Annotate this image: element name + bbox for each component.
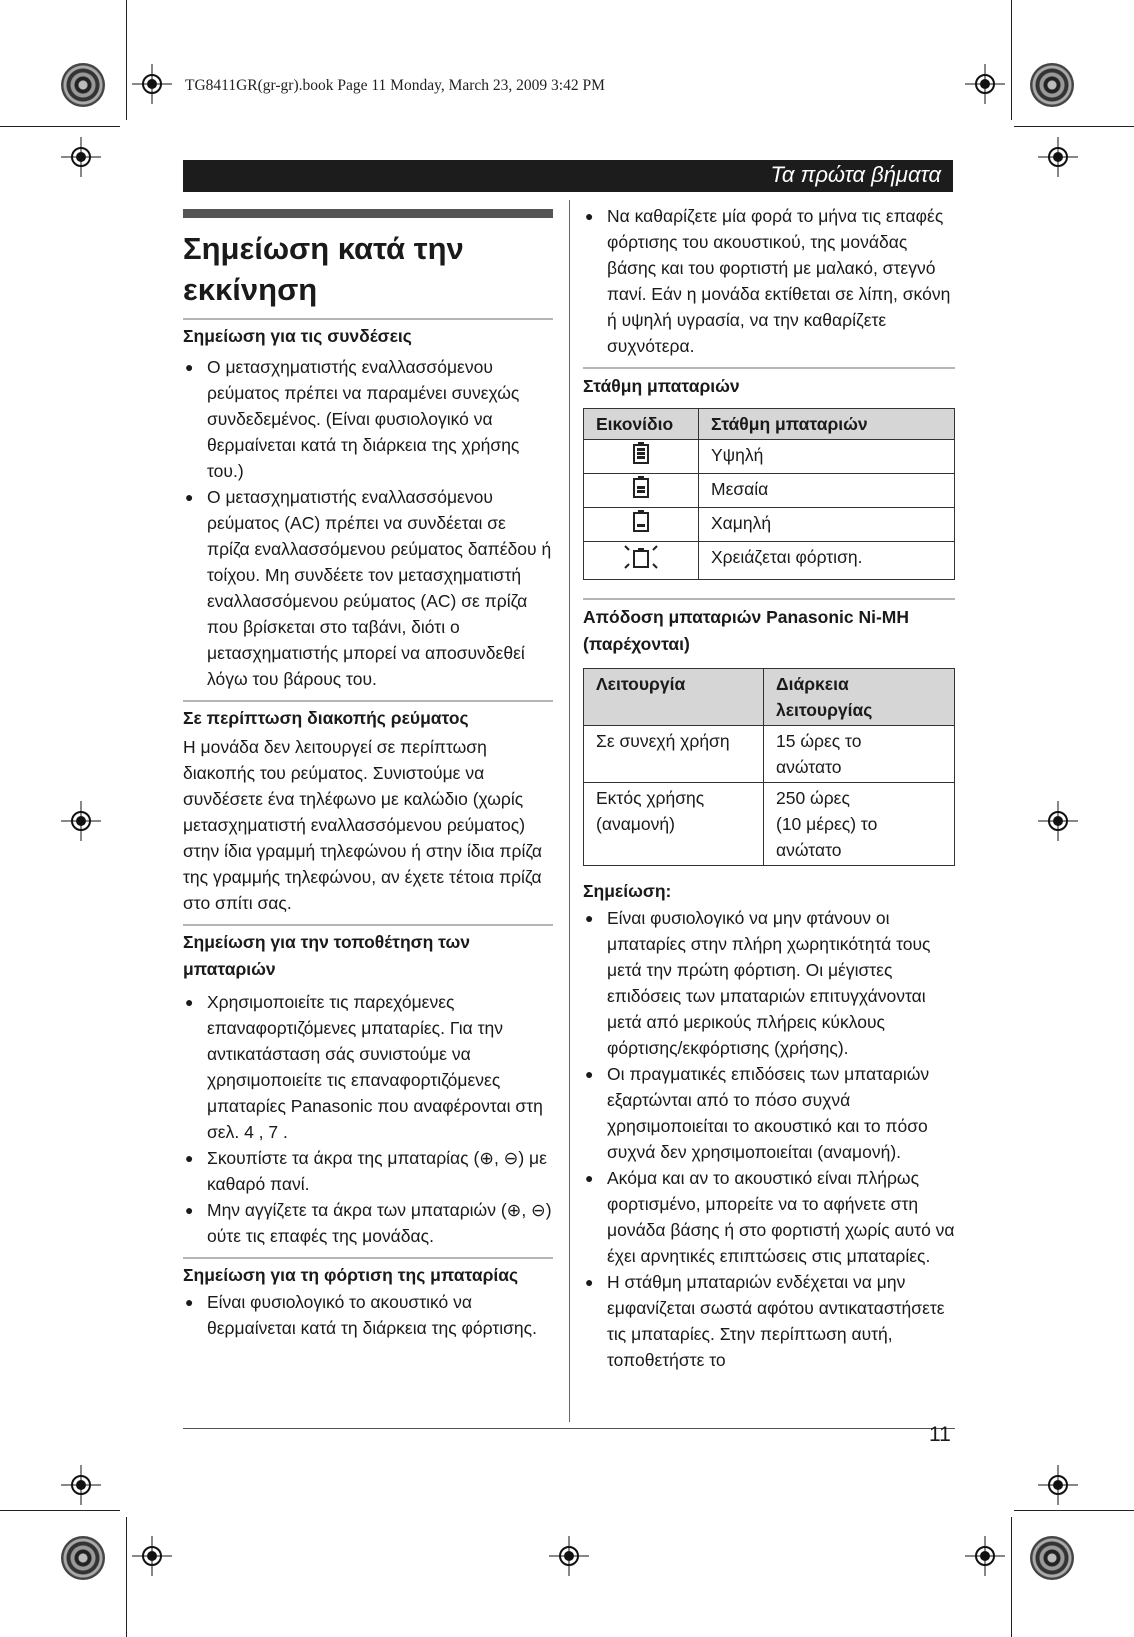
list-item: ● Οι πραγματικές επιδόσεις των μπαταριών εξαρτώνται από το πόσο συχνά χρησιμοποιείται το ακουστικό και το πόσο συχνά δεν χρησιμοποιείται (αναμονή).: [583, 1061, 955, 1165]
col-level-header: Στάθμη μπαταριών: [699, 409, 955, 440]
list-item: ● Είναι φυσιολογικό το ακουστικό να θερμαίνεται κατά τη διάρκεια της φόρτισης.: [183, 1289, 553, 1341]
print-header: TG8411GR(gr-gr).book Page 11 Monday, March 23, 2009 3:42 PM: [185, 77, 605, 94]
table-row: Υψηλή: [584, 440, 955, 474]
color-bar-icon: [1030, 63, 1074, 107]
table-row: Μεσαία: [584, 474, 955, 508]
note-heading: Σημείωση:: [583, 881, 672, 901]
battery-install-list: [183, 989, 553, 1249]
color-bar-icon: [61, 63, 105, 107]
title-rule: [183, 209, 553, 218]
registration-mark-icon: [61, 1465, 101, 1505]
registration-mark-icon: [1038, 1465, 1078, 1505]
registration-mark-icon: [132, 64, 172, 104]
charging-list: [183, 1289, 553, 1341]
connections-heading: Σημείωση για τις συνδέσεις: [183, 326, 412, 346]
battery-full-icon: [633, 442, 649, 464]
registration-mark-icon: [965, 1536, 1005, 1576]
registration-mark-icon: [1038, 801, 1078, 841]
section-bar: [183, 160, 953, 192]
right-column: [583, 203, 955, 1373]
cleaning-list: [583, 203, 955, 359]
page-title: Σημείωση κατά την εκκίνηση: [183, 231, 464, 307]
list-item: ● Σκουπίστε τα άκρα της μπαταρίας (⊕, ⊖) με καθαρό πανί.: [183, 1145, 553, 1197]
registration-mark-icon: [965, 64, 1005, 104]
list-item: ● Να καθαρίζετε μία φορά το μήνα τις επαφές φόρτισης του ακουστικού, της μονάδας βάσης και του φορτιστή με μαλακό, στεγνό πανί. Εάν η μονάδα εκτίθεται σε λίπη, σκόνη ή υψηλή υγρασία, να την καθαρίζετε συχνότερα.: [583, 203, 955, 359]
registration-mark-icon: [549, 1536, 589, 1576]
table-row: Εκτός χρήσης (αναμονή) 250 ώρες (10 μέρες) το ανώτατο: [584, 783, 955, 866]
col-icon-header: Εικονίδιο: [584, 409, 699, 440]
registration-mark-icon: [132, 1536, 172, 1576]
table-row: Χρειάζεται φόρτιση.: [584, 542, 955, 580]
battery-level-heading: Στάθμη μπαταριών: [583, 376, 740, 396]
battery-medium-icon: [633, 476, 649, 498]
color-bar-icon: [1030, 1536, 1074, 1580]
list-item: ● Είναι φυσιολογικό να μην φτάνουν οι μπαταρίες στην πλήρη χωρητικότητά τους μετά την πρώτη φόρτιση. Οι μέγιστες επιδόσεις των μπαταριών επιτυγχάνονται μετά από μερικούς πλήρεις κύκλους φόρτισης/εκφόρτισης (χρήσης).: [583, 905, 955, 1061]
battery-flashing-icon: [621, 544, 661, 570]
charging-heading: Σημείωση για τη φόρτιση της μπαταρίας: [183, 1265, 519, 1285]
registration-mark-icon: [61, 801, 101, 841]
list-item: ● Ακόμα και αν το ακουστικό είναι πλήρως φορτισμένο, μπορείτε να το αφήνετε στη μονάδα βάσης ή στο φορτιστή χωρίς αυτό να έχει αρνητικές επιπτώσεις στις μπαταρίες.: [583, 1165, 955, 1269]
list-item: ● Ο μετασχηματιστής εναλλασσόμενου ρεύματος (AC) πρέπει να συνδέεται σε πρίζα εναλλασσόμενου ρεύματος δαπέδου ή τοίχου. Μη συνδέετε τον μετασχηματιστή εναλλασσόμενου ρεύματος (AC) σε πρίζα που βρίσκεται στο ταβάνι, διότι ο μετασχηματιστής μπορεί να αποσυνδεθεί λόγω του βάρους του.: [183, 484, 553, 692]
battery-level-table: [583, 408, 955, 580]
battery-install-heading: Σημείωση για την τοποθέτηση των μπαταριών: [183, 932, 471, 979]
performance-heading: Απόδοση μπαταριών Panasonic Ni-MH (παρέχονται): [583, 607, 910, 654]
list-item: ● Η στάθμη μπαταριών ενδέχεται να μην εμφανίζεται σωστά αφότου αντικαταστήσετε τις μπαταρίες. Στην περίπτωση αυτή, τοποθετήστε το: [583, 1269, 955, 1373]
battery-low-icon: [633, 510, 649, 532]
col-operation-header: Λειτουργία: [584, 669, 764, 726]
list-item: ● Χρησιμοποιείτε τις παρεχόμενες επαναφορτιζόμενες μπαταρίες. Για την αντικατάσταση σάς συνιστούμε να χρησιμοποιείτε τις επαναφορτιζόμενες μπαταρίες Panasonic που αναφέρονται στη σελ. 4 , 7 .: [183, 989, 553, 1145]
page-number: 11: [929, 1423, 951, 1446]
performance-table: [583, 668, 955, 866]
left-column: [183, 209, 553, 1341]
table-row: Σε συνεχή χρήση 15 ώρες το ανώτατο: [584, 726, 955, 783]
col-duration-header: Διάρκεια λειτουργίας: [764, 669, 955, 726]
registration-mark-icon: [61, 137, 101, 177]
list-item: ● Ο μετασχηματιστής εναλλασσόμενου ρεύματος πρέπει να παραμένει συνεχώς συνδεδεμένος. (Είναι φυσιολογικό να θερμαίνεται κατά τη διάρκεια της χρήσης του.): [183, 354, 553, 484]
note-list: [583, 905, 955, 1373]
color-bar-icon: [61, 1536, 105, 1580]
registration-mark-icon: [1038, 137, 1078, 177]
table-row: Χαμηλή: [584, 508, 955, 542]
list-item: ● Μην αγγίζετε τα άκρα των μπαταριών (⊕, ⊖) ούτε τις επαφές της μονάδας.: [183, 1197, 553, 1249]
power-failure-text: Η μονάδα δεν λειτουργεί σε περίπτωση διακοπής του ρεύματος. Συνιστούμε να συνδέσετε ένα τηλέφωνο με καλώδιο (χωρίς μετασχηματιστή εναλλασσόμενου ρεύματος) στην ίδια γραμμή τηλεφώνου ή στην ίδια πρίζα της γραμμής τηλεφώνου, αν έχετε τέτοια πρίζα στο σπίτι σας.: [183, 737, 542, 913]
connections-list: [183, 354, 553, 692]
power-failure-heading: Σε περίπτωση διακοπής ρεύματος: [183, 708, 469, 728]
section-title: Τα πρώτα βήματα: [770, 162, 941, 187]
